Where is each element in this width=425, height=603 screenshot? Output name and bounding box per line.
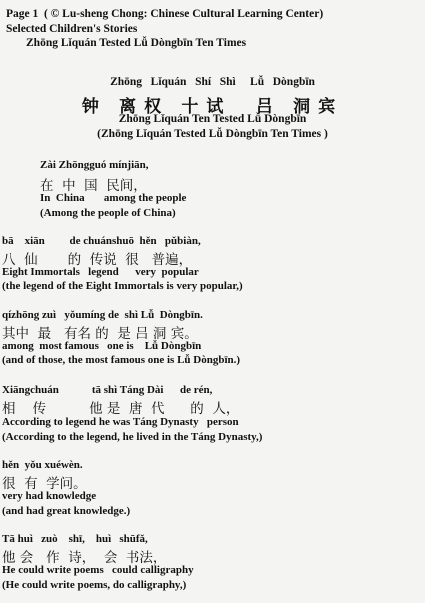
stanza-6-english: He could write poems could calligraphy xyxy=(2,564,194,576)
stanza-5-english: very had knowledge xyxy=(2,490,97,502)
story-title: Zhōng Lǐquán Tested Lǚ Dòngbīn Ten Times xyxy=(26,37,247,49)
stanza-4-translation: (According to the legend, he lived in the Táng Dynasty,) xyxy=(2,431,263,443)
stanza-3-translation: (and of those, the most famous one is Lǚ Dòngbīn.) xyxy=(2,354,241,366)
stanza-1-hanzi: 在 中 国 民间， xyxy=(40,178,147,194)
stanza-2-pinyin: bā xiān de chuánshuō hěn pǔbiàn, xyxy=(2,235,201,247)
stanza-2-english: Eight Immortals legend very popular xyxy=(2,266,199,278)
stanza-6-hanzi: 他 会 作 诗， 会 书法， xyxy=(2,550,167,566)
stanza-1-english: In China among the people xyxy=(40,192,187,204)
title-pinyin: Zhōng Lǐquán Shí Shì Lǚ Dòngbīn xyxy=(110,76,315,88)
stanza-4-hanzi: 相 传 他 是 唐 代 的 人， xyxy=(2,401,240,417)
stanza-2-hanzi: 八 仙 的 传说 很 普遍， xyxy=(2,252,193,268)
stanza-1-translation: (Among the people of China) xyxy=(40,207,176,219)
stanza-4-english: According to legend he was Táng Dynasty person xyxy=(2,416,239,428)
stanza-4-pinyin: Xiāngchuán tā shì Táng Dài de rén, xyxy=(2,384,213,396)
stanza-6-translation: (He could write poems, do calligraphy,) xyxy=(2,579,187,591)
collection-title: Selected Children's Stories xyxy=(6,23,138,35)
title-translation: (Zhōng Lǐquán Tested Lǚ Dòngbīn Ten Times ) xyxy=(97,128,328,140)
stanza-2-translation: (the legend of the Eight Immortals is very popular,) xyxy=(2,280,243,292)
stanza-5-translation: (and had great knowledge.) xyxy=(2,505,131,517)
stanza-1-pinyin: Zài Zhōngguó mínjiān, xyxy=(40,159,149,171)
stanza-3-hanzi: 其中 最 有名 的 是 吕 洞 宾。 xyxy=(2,326,198,342)
title-hanzi: 钟 离权 十试 吕 洞宾 xyxy=(81,97,344,116)
stanza-3-english: among most famous one is Lǚ Dòngbīn xyxy=(2,340,202,352)
page-header: Page 1 ( © Lu-sheng Chong: Chinese Cultural Learning Center) xyxy=(6,8,324,20)
stanza-5-hanzi: 很 有 学问。 xyxy=(2,476,87,492)
stanza-3-pinyin: qízhōng zuì yǒumíng de shì Lǚ Dòngbīn. xyxy=(2,309,203,321)
stanza-5-pinyin: hěn yǒu xuéwèn. xyxy=(2,459,83,471)
stanza-6-pinyin: Tā huì zuò shī, huì shūfǎ, xyxy=(2,533,148,545)
title-english: Zhōng Lǐquán Ten Tested Lǚ Dòngbīn xyxy=(118,113,307,125)
